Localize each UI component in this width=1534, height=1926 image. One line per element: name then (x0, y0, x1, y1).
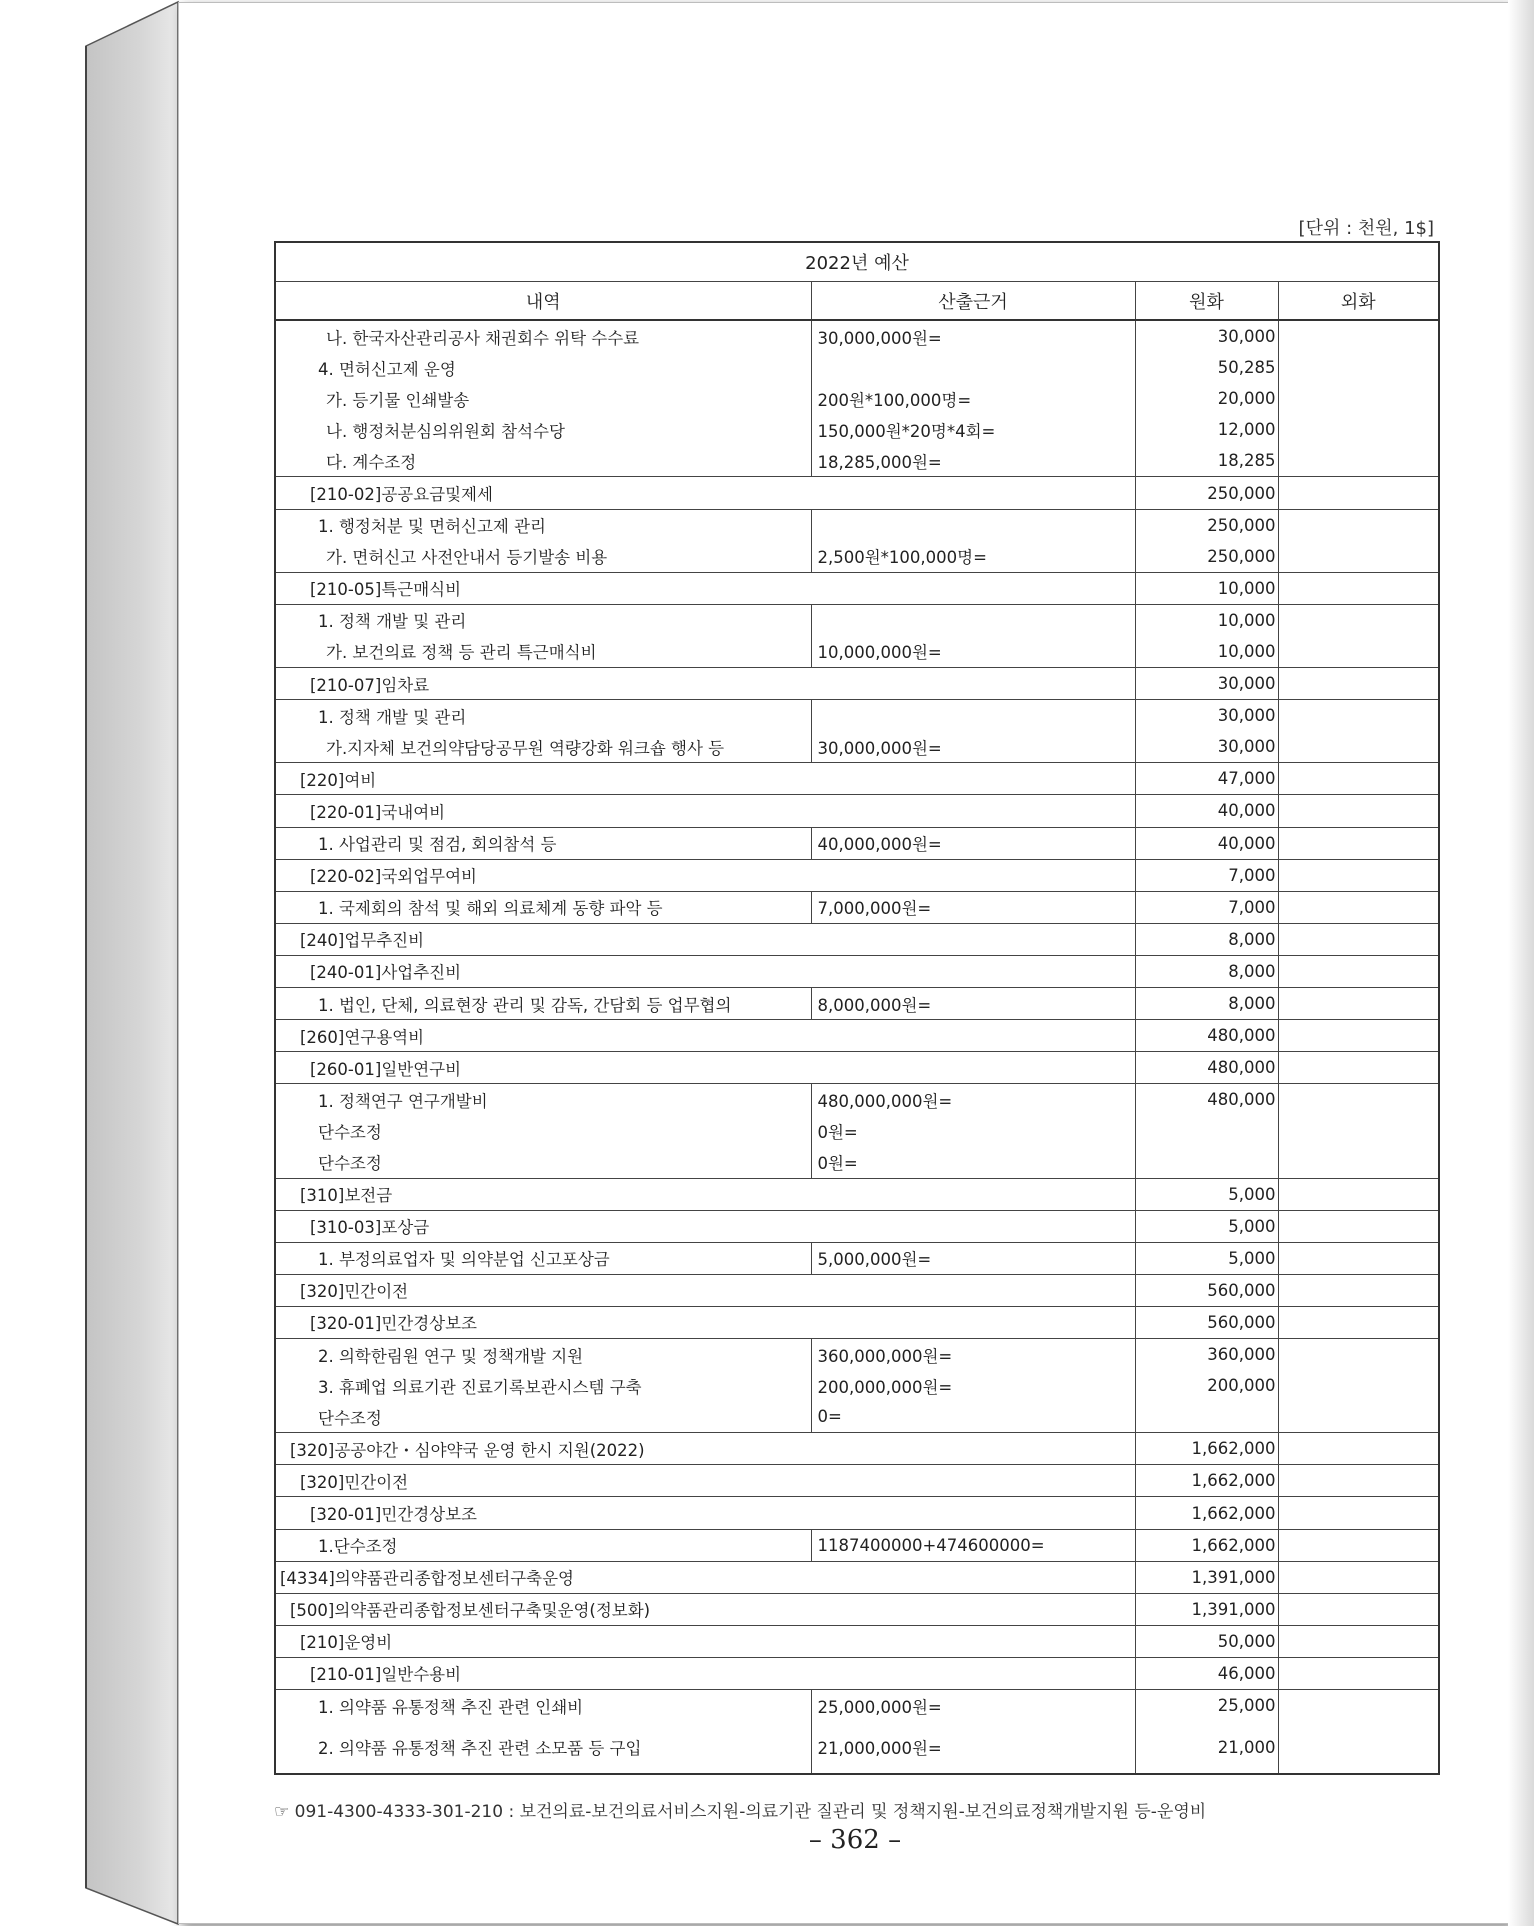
row-basis: 1187400000+474600000= (811, 1529, 1135, 1561)
row-foreign (1278, 1084, 1439, 1116)
table-row (275, 1052, 1439, 1084)
row-foreign (1278, 1178, 1439, 1210)
table-row (275, 1020, 1439, 1052)
row-krw: 5,000 (1135, 1178, 1278, 1210)
row-foreign (1278, 477, 1439, 509)
row-foreign (1278, 1433, 1439, 1465)
row-foreign (1278, 636, 1439, 668)
table-row (275, 320, 1439, 352)
row-foreign (1278, 572, 1439, 604)
row-foreign (1278, 1593, 1439, 1625)
row-krw: 1,391,000 (1135, 1561, 1278, 1593)
row-krw (1135, 1401, 1278, 1433)
row-item: [500]의약품관리종합정보센터구축및운영(정보화) (275, 1593, 1135, 1625)
row-basis: 150,000원*20명*4회= (811, 414, 1135, 445)
row-item: 1. 국제회의 참석 및 해외 의료체계 동향 파악 등 (275, 891, 811, 923)
row-krw: 1,662,000 (1135, 1497, 1278, 1529)
row-foreign (1278, 1306, 1439, 1338)
row-item: [320-01]민간경상보조 (275, 1497, 1135, 1529)
row-item: 1. 법인, 단체, 의료현장 관리 및 감독, 간담회 등 업무협의 (275, 987, 811, 1019)
row-item: [310]보전금 (275, 1178, 1135, 1210)
table-row (275, 891, 1439, 923)
row-foreign (1278, 352, 1439, 383)
row-item: 4. 면허신고제 운영 (275, 352, 811, 383)
row-foreign (1278, 1339, 1439, 1371)
row-basis: 10,000,000원= (811, 636, 1135, 668)
table-row (275, 1465, 1439, 1497)
row-item: [320]민간이전 (275, 1274, 1135, 1306)
row-krw: 480,000 (1135, 1084, 1278, 1116)
row-krw: 250,000 (1135, 541, 1278, 573)
row-foreign (1278, 1370, 1439, 1401)
row-foreign (1278, 700, 1439, 732)
table-row (275, 477, 1439, 509)
row-item: [310-03]포상금 (275, 1210, 1135, 1242)
footnote: ☞ 091-4300-4333-301-210 : 보건의료-보건의료서비스지원-의료기관 질관리 및 정책지원-보건의료정책개발지원 등-운영비 (274, 1802, 1207, 1822)
table-row (275, 1657, 1439, 1689)
table-row (275, 731, 1439, 763)
row-krw: 250,000 (1135, 509, 1278, 541)
row-item: 나. 행정처분심의위원회 참석수당 (275, 414, 811, 445)
row-foreign (1278, 541, 1439, 573)
row-item: 2. 의약품 유통정책 추진 관련 소모품 등 구입 (275, 1721, 811, 1774)
col-header-item: 내역 (275, 282, 811, 321)
col-header-krw: 원화 (1135, 282, 1278, 321)
table-row (275, 700, 1439, 732)
row-foreign (1278, 604, 1439, 636)
row-item: [260]연구용역비 (275, 1020, 1135, 1052)
table-row (275, 636, 1439, 668)
table-row (275, 1178, 1439, 1210)
row-item: 가.지자체 보건의약담당공무원 역량강화 워크숍 행사 등 (275, 731, 811, 763)
row-krw: 8,000 (1135, 955, 1278, 987)
row-item: 1. 의약품 유통정책 추진 관련 인쇄비 (275, 1690, 811, 1722)
row-basis: 2,500원*100,000명= (811, 541, 1135, 573)
row-foreign (1278, 445, 1439, 477)
row-item: 1. 정책 개발 및 관리 (275, 604, 811, 636)
row-krw: 25,000 (1135, 1690, 1278, 1722)
row-item: 다. 계수조정 (275, 445, 811, 477)
table-row (275, 1339, 1439, 1371)
row-krw: 360,000 (1135, 1339, 1278, 1371)
row-item: 3. 휴폐업 의료기관 진료기록보관시스템 구축 (275, 1370, 811, 1401)
row-item: [320]공공야간・심야약국 운영 한시 지원(2022) (275, 1433, 1135, 1465)
row-krw: 7,000 (1135, 891, 1278, 923)
row-krw (1135, 1146, 1278, 1178)
row-foreign (1278, 1465, 1439, 1497)
row-krw: 21,000 (1135, 1721, 1278, 1774)
row-krw: 8,000 (1135, 987, 1278, 1019)
row-item: [220]여비 (275, 763, 1135, 795)
row-basis: 18,285,000원= (811, 445, 1135, 477)
row-item: [260-01]일반연구비 (275, 1052, 1135, 1084)
row-foreign (1278, 1274, 1439, 1306)
row-basis: 25,000,000원= (811, 1690, 1135, 1722)
row-krw: 5,000 (1135, 1210, 1278, 1242)
row-krw: 10,000 (1135, 636, 1278, 668)
table-row (275, 1433, 1439, 1465)
table-row (275, 668, 1439, 700)
row-krw: 1,391,000 (1135, 1593, 1278, 1625)
row-foreign (1278, 827, 1439, 859)
row-foreign (1278, 509, 1439, 541)
row-item: [240]업무추진비 (275, 923, 1135, 955)
row-foreign (1278, 923, 1439, 955)
row-krw (1135, 1115, 1278, 1146)
row-foreign (1278, 1020, 1439, 1052)
row-krw: 1,662,000 (1135, 1529, 1278, 1561)
row-basis: 200원*100,000명= (811, 383, 1135, 414)
row-foreign (1278, 1561, 1439, 1593)
table-row (275, 763, 1439, 795)
row-item: 1. 정책 개발 및 관리 (275, 700, 811, 732)
row-basis (811, 604, 1135, 636)
row-item: [210-02]공공요금및제세 (275, 477, 1135, 509)
page-number: – 362 – (808, 1825, 902, 1855)
table-row (275, 1690, 1439, 1722)
row-krw: 50,285 (1135, 352, 1278, 383)
row-krw: 480,000 (1135, 1020, 1278, 1052)
row-foreign (1278, 1242, 1439, 1274)
row-krw: 30,000 (1135, 731, 1278, 763)
table-row (275, 383, 1439, 414)
row-basis: 21,000,000원= (811, 1721, 1135, 1774)
row-basis (811, 700, 1135, 732)
row-krw: 560,000 (1135, 1274, 1278, 1306)
row-foreign (1278, 1210, 1439, 1242)
row-item: 단수조정 (275, 1146, 811, 1178)
row-item: [210]운영비 (275, 1625, 1135, 1657)
row-item: 단수조정 (275, 1115, 811, 1146)
row-krw: 47,000 (1135, 763, 1278, 795)
table-row (275, 1306, 1439, 1338)
table-row (275, 604, 1439, 636)
row-foreign (1278, 891, 1439, 923)
table-row (275, 859, 1439, 891)
row-item: [220-01]국내여비 (275, 795, 1135, 827)
row-foreign (1278, 1657, 1439, 1689)
row-krw: 1,662,000 (1135, 1433, 1278, 1465)
row-krw: 10,000 (1135, 572, 1278, 604)
row-krw: 18,285 (1135, 445, 1278, 477)
table-row (275, 955, 1439, 987)
row-item: [210-05]특근매식비 (275, 572, 1135, 604)
row-basis: 40,000,000원= (811, 827, 1135, 859)
row-basis: 7,000,000원= (811, 891, 1135, 923)
table-row (275, 795, 1439, 827)
table-row (275, 1210, 1439, 1242)
row-krw: 12,000 (1135, 414, 1278, 445)
row-krw: 7,000 (1135, 859, 1278, 891)
table-row (275, 1274, 1439, 1306)
table-row (275, 1625, 1439, 1657)
col-header-basis: 산출근거 (811, 282, 1135, 321)
table-row (275, 1593, 1439, 1625)
row-krw: 46,000 (1135, 1657, 1278, 1689)
row-krw: 10,000 (1135, 604, 1278, 636)
row-basis: 480,000,000원= (811, 1084, 1135, 1116)
row-foreign (1278, 383, 1439, 414)
year-budget-header: 2022년 예산 (275, 242, 1439, 282)
row-item: 1. 부정의료업자 및 의약분업 신고포상금 (275, 1242, 811, 1274)
row-basis: 0원= (811, 1146, 1135, 1178)
row-krw: 1,662,000 (1135, 1465, 1278, 1497)
row-item: 단수조정 (275, 1401, 811, 1433)
row-foreign (1278, 1721, 1439, 1774)
row-foreign (1278, 668, 1439, 700)
row-krw: 250,000 (1135, 477, 1278, 509)
row-foreign (1278, 1625, 1439, 1657)
row-krw: 560,000 (1135, 1306, 1278, 1338)
row-foreign (1278, 1115, 1439, 1146)
row-foreign (1278, 1529, 1439, 1561)
table-row (275, 1242, 1439, 1274)
table-row (275, 1401, 1439, 1433)
row-foreign (1278, 320, 1439, 352)
row-item: [210-01]일반수용비 (275, 1657, 1135, 1689)
table-row (275, 1146, 1439, 1178)
table-row (275, 987, 1439, 1019)
row-krw: 30,000 (1135, 668, 1278, 700)
table-row (275, 1721, 1439, 1774)
row-foreign (1278, 1052, 1439, 1084)
row-krw: 5,000 (1135, 1242, 1278, 1274)
row-foreign (1278, 987, 1439, 1019)
row-item: 가. 등기물 인쇄발송 (275, 383, 811, 414)
table-row (275, 1497, 1439, 1529)
table-row (275, 352, 1439, 383)
row-item: [320-01]민간경상보조 (275, 1306, 1135, 1338)
row-krw: 30,000 (1135, 700, 1278, 732)
table-row (275, 923, 1439, 955)
row-basis: 5,000,000원= (811, 1242, 1135, 1274)
row-basis: 8,000,000원= (811, 987, 1135, 1019)
table-row (275, 1115, 1439, 1146)
row-krw: 200,000 (1135, 1370, 1278, 1401)
table-row (275, 1561, 1439, 1593)
row-basis: 0원= (811, 1115, 1135, 1146)
row-krw: 40,000 (1135, 827, 1278, 859)
table-row (275, 414, 1439, 445)
row-krw: 50,000 (1135, 1625, 1278, 1657)
budget-rows (275, 320, 1439, 1774)
row-foreign (1278, 763, 1439, 795)
right-edge-shadow (1508, 0, 1534, 1926)
table-row (275, 1084, 1439, 1116)
row-item: 1. 사업관리 및 점검, 회의참석 등 (275, 827, 811, 859)
row-krw: 30,000 (1135, 320, 1278, 352)
row-basis: 200,000,000원= (811, 1370, 1135, 1401)
row-item: [320]민간이전 (275, 1465, 1135, 1497)
row-basis: 30,000,000원= (811, 320, 1135, 352)
row-foreign (1278, 859, 1439, 891)
row-item: 1. 정책연구 연구개발비 (275, 1084, 811, 1116)
table-row (275, 445, 1439, 477)
col-header-foreign: 외화 (1278, 282, 1439, 321)
row-foreign (1278, 1401, 1439, 1433)
row-basis (811, 352, 1135, 383)
row-krw: 40,000 (1135, 795, 1278, 827)
table-row (275, 827, 1439, 859)
table-row (275, 572, 1439, 604)
row-item: 가. 보건의료 정책 등 관리 특근매식비 (275, 636, 811, 668)
row-krw: 20,000 (1135, 383, 1278, 414)
row-krw: 8,000 (1135, 923, 1278, 955)
row-foreign (1278, 1690, 1439, 1722)
row-foreign (1278, 955, 1439, 987)
row-item: 나. 한국자산관리공사 채권회수 위탁 수수료 (275, 320, 811, 352)
row-basis: 360,000,000원= (811, 1339, 1135, 1371)
table-row (275, 1529, 1439, 1561)
row-item: [220-02]국외업무여비 (275, 859, 1135, 891)
budget-table (274, 241, 1440, 1775)
unit-label: [단위 : 천원, 1$] (1298, 218, 1434, 239)
row-basis: 0= (811, 1401, 1135, 1433)
row-basis (811, 509, 1135, 541)
book-spine-edge (0, 0, 180, 1926)
row-item: 1.단수조정 (275, 1529, 811, 1561)
row-item: [4334]의약품관리종합정보센터구축운영 (275, 1561, 1135, 1593)
row-foreign (1278, 795, 1439, 827)
row-item: 1. 행정처분 및 면허신고제 관리 (275, 509, 811, 541)
table-row (275, 509, 1439, 541)
row-krw: 480,000 (1135, 1052, 1278, 1084)
row-foreign (1278, 1146, 1439, 1178)
row-item: [210-07]임차료 (275, 668, 1135, 700)
row-basis: 30,000,000원= (811, 731, 1135, 763)
row-item: [240-01]사업추진비 (275, 955, 1135, 987)
row-foreign (1278, 414, 1439, 445)
row-item: 가. 면허신고 사전안내서 등기발송 비용 (275, 541, 811, 573)
row-foreign (1278, 1497, 1439, 1529)
row-item: 2. 의학한림원 연구 및 정책개발 지원 (275, 1339, 811, 1371)
row-foreign (1278, 731, 1439, 763)
table-row (275, 541, 1439, 573)
table-row (275, 1370, 1439, 1401)
